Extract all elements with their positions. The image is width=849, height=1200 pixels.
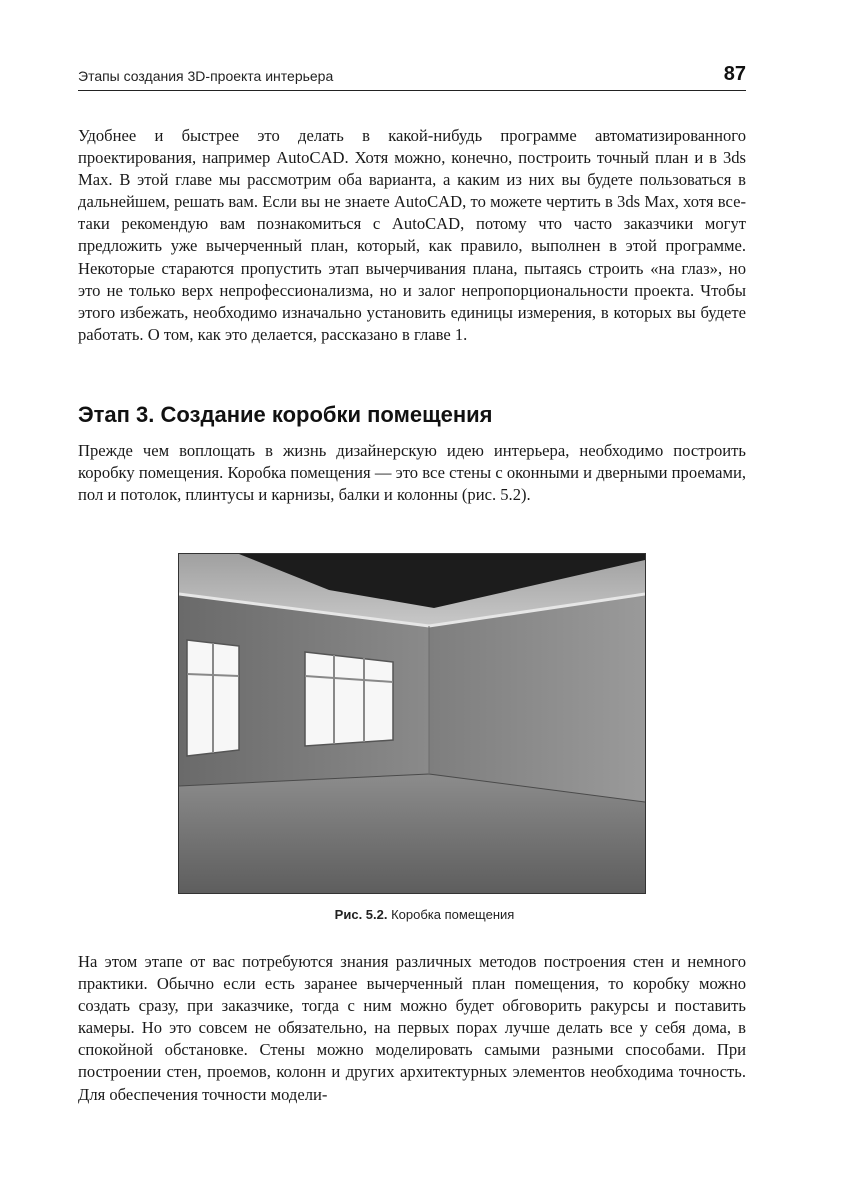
running-head: Этапы создания 3D-проекта интерьера — [78, 68, 334, 84]
stage3-paragraph: Прежде чем воплощать в жизнь дизайнерскую идею интерьера, необходимо построить коробку помещения. Коробка помещения — это все стены с оконными и дверными проемами, пол и потолок, плинтусы и карнизы, балки и колонны (рис. 5.2). — [78, 441, 746, 505]
caption-text: Коробка помещения — [387, 907, 515, 922]
intro-paragraph: Удобнее и быстрее это делать в какой-нибудь программе автоматизированного проектирования, например AutoCAD. Хотя можно, конечно, построить точный план и в 3ds Max. В этой главе мы рассмотрим оба варианта, а каким из них вы будете пользоваться в дальнейшем, решать вам. Если вы не знаете AutoCAD, то можете чертить в 3ds Max, хотя все-таки рекомендую вам познакомиться с AutoCAD, потому что часто заказчики могут предложить уже вычерченный план, который, как правило, выполнен в этой программе. Некоторые стараются пропустить этап вычерчивания плана, пытаясь строить «на глаз», но это не только верх непрофессионализма, но и залог непропорциональности проекта. Чтобы этого избежать, необходимо изначально установить единицы измерения, в которых вы будете работать. О том, как это делается, рассказано в главе 1. — [78, 126, 746, 344]
figure-caption — [0, 907, 849, 922]
right-wall — [429, 594, 645, 802]
page-number: 87 — [723, 63, 746, 85]
section-heading: Этап 3. Создание коробки помещения — [78, 402, 493, 427]
after-figure-paragraph: На этом этапе от вас потребуются знания различных методов построения стен и немного практики. Обычно если есть заранее вычерченный план помещения, то коробку можно создать сразу, при заказчике, тогда с ним можно будет обговорить ракурсы и поставить камеры. Но это совсем не обязательно, на первых порах лучше делать все у себя дома, в спокойной обстановке. Стены можно моделировать самыми разными способами. При построении стен, проемов, колонн и других архитектурных элементов необходима точность. Для обеспечения точности модели- — [78, 952, 746, 1104]
center-window — [305, 652, 393, 746]
caption-label: Рис. 5.2. — [334, 907, 388, 922]
room-box-figure — [178, 553, 646, 894]
page-header — [78, 62, 746, 91]
